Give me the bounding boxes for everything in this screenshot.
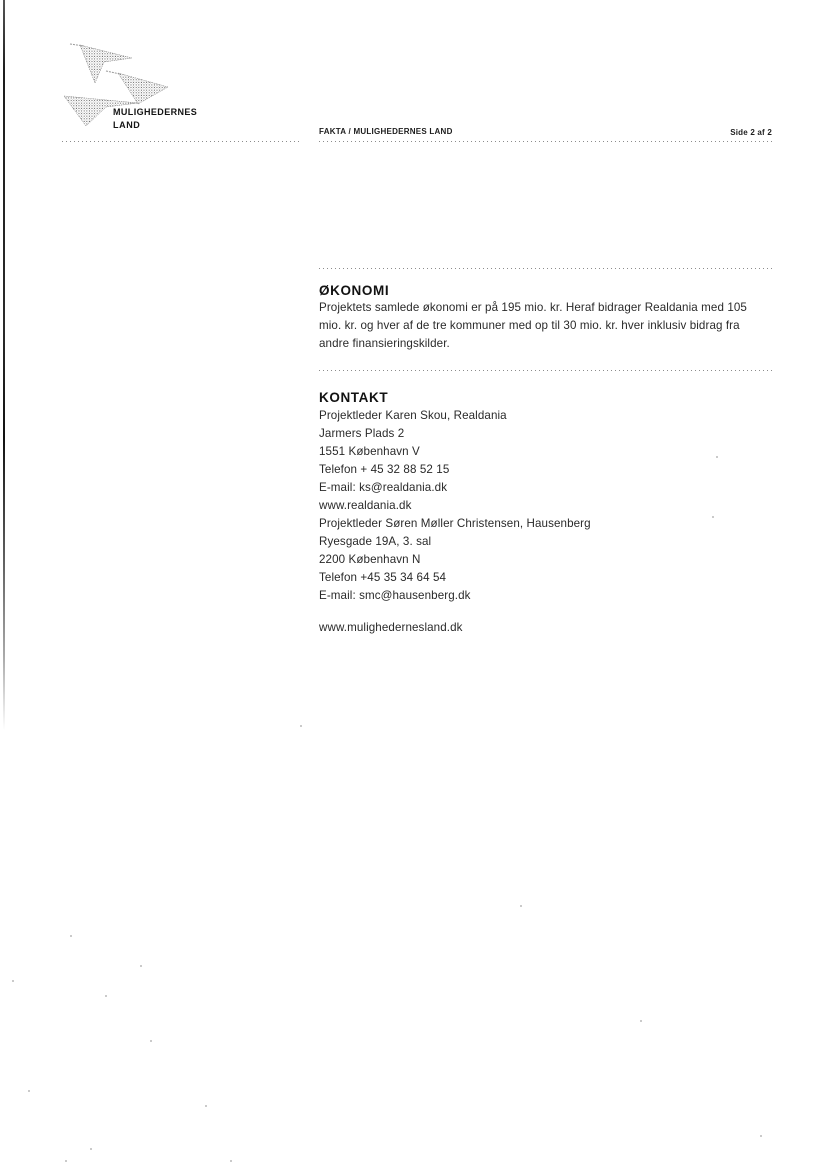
scan-speckle bbox=[716, 456, 718, 458]
dotted-rule-okonomi bbox=[319, 267, 772, 269]
section-heading-kontakt: KONTAKT bbox=[319, 390, 389, 405]
contact-name: Projektleder Søren Møller Christensen, Hausenberg bbox=[319, 517, 591, 530]
section-heading-okonomi: ØKONOMI bbox=[319, 283, 390, 298]
scan-speckle bbox=[12, 980, 14, 982]
contact-block-hausenberg bbox=[319, 515, 779, 605]
scan-speckle bbox=[230, 1160, 232, 1162]
contact-phone: Telefon + 45 32 88 52 15 bbox=[319, 463, 450, 476]
okonomi-line: andre finansieringskilder. bbox=[319, 337, 450, 350]
dotted-rule-logo bbox=[62, 140, 300, 142]
scan-speckle bbox=[28, 1090, 30, 1092]
scan-speckle bbox=[140, 965, 142, 967]
contact-name: Projektleder Karen Skou, Realdania bbox=[319, 409, 507, 422]
scan-speckle bbox=[760, 1135, 762, 1137]
scan-edge-artifact bbox=[3, 0, 5, 730]
scan-speckle bbox=[90, 1148, 92, 1150]
document-header-title: FAKTA / MULIGHEDERNES LAND bbox=[319, 127, 453, 136]
mulighedernes-land-triangles-icon bbox=[60, 40, 175, 132]
contact-phone: Telefon +45 35 34 64 54 bbox=[319, 571, 447, 584]
dotted-rule-kontakt bbox=[319, 369, 772, 371]
scan-speckle bbox=[205, 1105, 207, 1107]
scan-speckle bbox=[65, 1160, 67, 1162]
scan-speckle bbox=[520, 905, 522, 907]
contact-block-realdania bbox=[319, 407, 779, 515]
contact-city: 2200 København N bbox=[319, 553, 421, 566]
page-indicator: Side 2 af 2 bbox=[730, 128, 772, 137]
okonomi-line: Projektets samlede økonomi er på 195 mio. kr. Heraf bidrager Realdania med 105 bbox=[319, 301, 747, 314]
okonomi-paragraph bbox=[319, 299, 779, 353]
contact-email: E-mail: smc@hausenberg.dk bbox=[319, 589, 471, 602]
dotted-rule-header bbox=[319, 140, 772, 142]
scan-speckle bbox=[70, 935, 72, 937]
scan-speckle bbox=[105, 995, 107, 997]
contact-street: Ryesgade 19A, 3. sal bbox=[319, 535, 432, 548]
scan-speckle bbox=[150, 1040, 152, 1042]
scan-speckle bbox=[300, 725, 302, 727]
contact-website: www.realdania.dk bbox=[319, 499, 412, 512]
okonomi-line: mio. kr. og hver af de tre kommuner med op til 30 mio. kr. hver inklusiv bidrag fra bbox=[319, 319, 740, 332]
logo-text-line2: LAND bbox=[113, 120, 141, 130]
logo-text-line1: MULIGHEDERNES bbox=[113, 107, 198, 117]
contact-city: 1551 København V bbox=[319, 445, 420, 458]
scan-speckle bbox=[640, 1020, 642, 1022]
contact-email: E-mail: ks@realdania.dk bbox=[319, 481, 448, 494]
contact-street: Jarmers Plads 2 bbox=[319, 427, 405, 440]
project-website-url: www.mulighedernesland.dk bbox=[319, 621, 463, 634]
scan-speckle bbox=[712, 516, 714, 518]
